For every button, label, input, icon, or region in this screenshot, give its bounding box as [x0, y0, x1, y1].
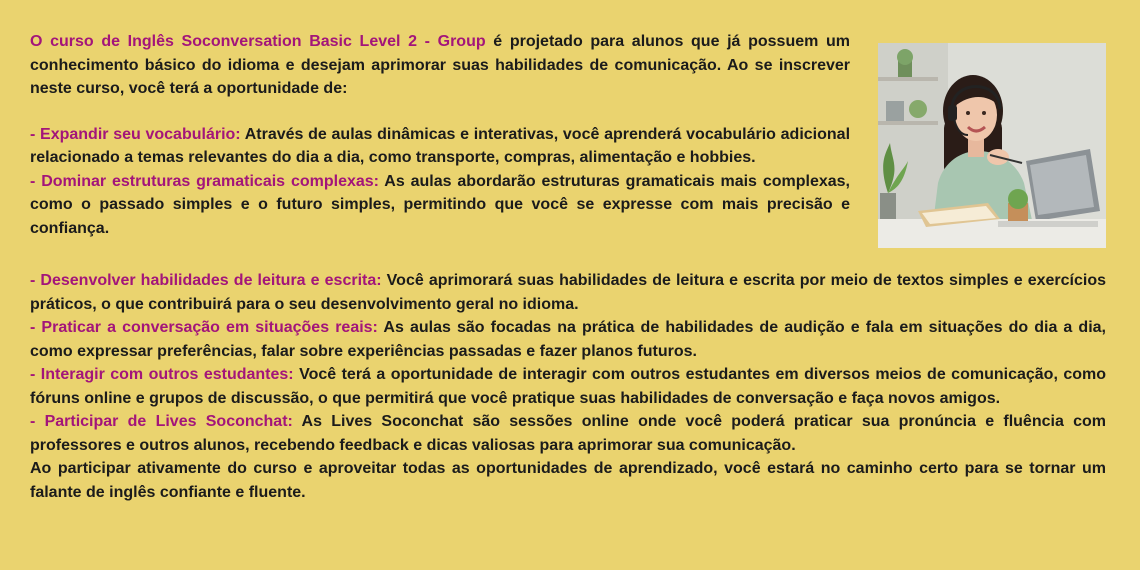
benefit-title: - Interagir com outros estudantes:: [30, 366, 294, 383]
benefit-item-vocabulary: [30, 123, 850, 170]
benefit-item-conversation: [30, 316, 1106, 363]
benefit-title: - Praticar a conversação em situações reais:: [30, 319, 378, 336]
benefit-text: As aulas são focadas na prática de habilidades de audição e fala em situações do dia a dia, como expressar preferências, falar sobre experiências passadas e fazer planos futuros.: [30, 319, 1106, 360]
course-name: O curso de Inglês Soconversation Basic Level 2 - Group: [30, 33, 486, 50]
benefits-continued-section: [30, 269, 1106, 504]
benefit-text: Você aprimorará suas habilidades de leitura e escrita por meio de textos simples e exercícios práticos, o que contribuirá para o seu desenvolvimento geral no idioma.: [30, 272, 1106, 313]
benefit-text: As Lives Soconchat são sessões online onde você poderá praticar sua pronúncia e fluência com professores e outros alunos, recebendo feedback e dicas valiosas para aprimorar sua comunicação.: [30, 413, 1107, 454]
intro-paragraph: [30, 30, 850, 101]
benefit-title: - Participar de Lives Soconchat:: [30, 413, 293, 430]
benefit-item-reading-writing: [30, 269, 1106, 316]
intro-section: [30, 30, 850, 240]
intro-text: é projetado para alunos que já possuem um conhecimento básico do idioma e desejam aprimorar suas habilidades de comunicação. Ao se inscrever neste curso, você terá a oportunidade de:: [30, 33, 850, 97]
student-laptop-photo: [878, 43, 1106, 248]
benefit-text: Você terá a oportunidade de interagir com outros estudantes em diversos meios de comunicação, como fóruns online e grupos de discussão, o que permitirá que você pratique suas habilidades de conversação e faça novos amigos.: [30, 366, 1107, 407]
benefit-text: Através de aulas dinâmicas e interativas, você aprenderá vocabulário adicional relacionado a temas relevantes do dia a dia, como transporte, compras, alimentação e hobbies.: [30, 125, 851, 166]
benefit-title: - Expandir seu vocabulário:: [30, 125, 241, 143]
benefit-title: - Desenvolver habilidades de leitura e escrita:: [30, 272, 382, 289]
benefit-item-lives: [30, 410, 1106, 457]
benefit-item-grammar: [30, 170, 850, 241]
benefit-title: - Dominar estruturas gramaticais complexas:: [30, 172, 379, 190]
benefit-item-interaction: [30, 363, 1106, 410]
benefit-text: As aulas abordarão estruturas gramaticais mais complexas, como o passado simples e o futuro simples, permitindo que você se expresse com mais precisão e confiança.: [30, 172, 850, 237]
conclusion-paragraph: Ao participar ativamente do curso e aproveitar todas as oportunidades de aprendizado, você estará no caminho certo para se tornar um falante de inglês confiante e fluente.: [30, 460, 1106, 501]
